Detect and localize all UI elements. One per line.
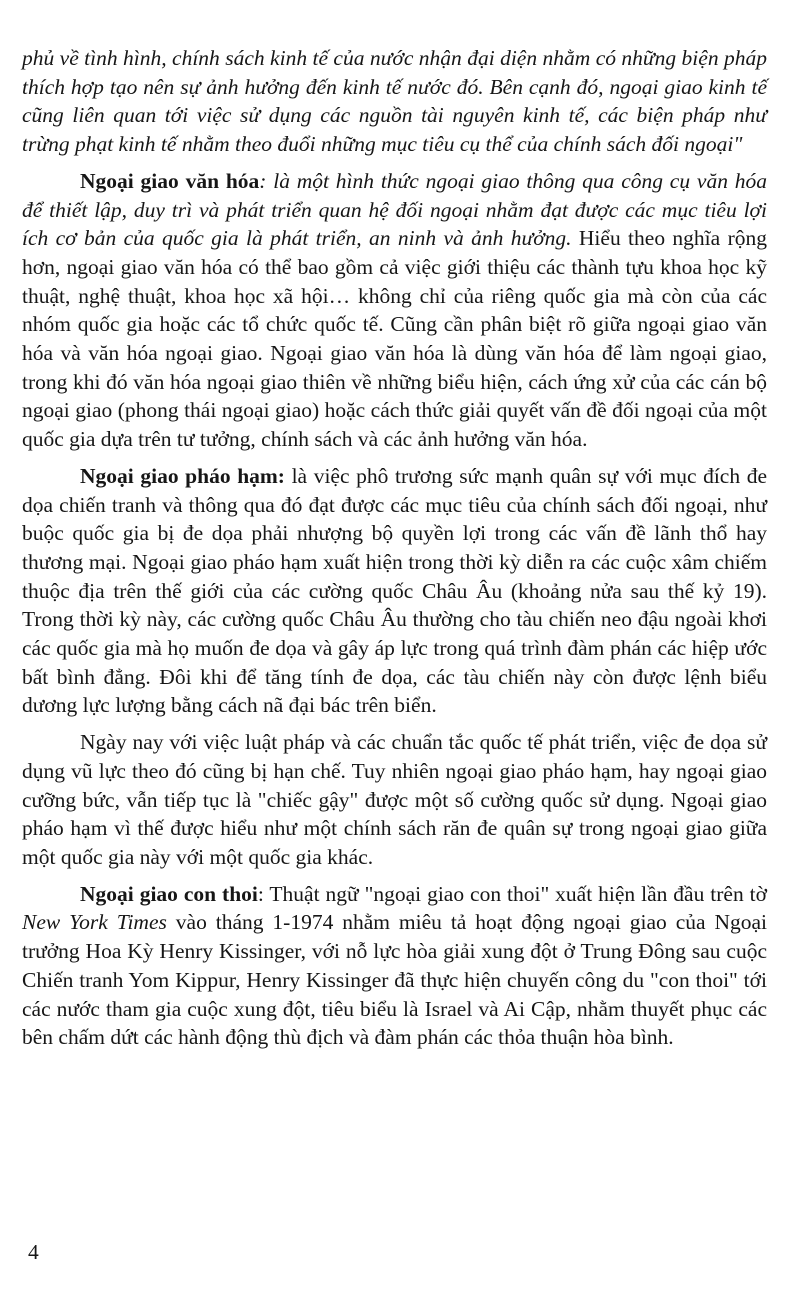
paragraph-gunboat-today: Ngày nay với việc luật pháp và các chuẩn tắc quốc tế phát triển, việc đe dọa sử dụng vũ lực theo đó cũng bị hạn chế. Tuy nhiên ngoại giao pháo hạm, hay ngoại giao cưỡng bức, vẫn tiếp tục là "chiếc gậy" được một số cường quốc sử dụng. Ngoại giao pháo hạm vì thế được hiểu như một chính sách răn đe quân sự trong ngoại giao giữa một quốc gia này với một quốc gia khác. [22,730,767,869]
paragraph-shuttle-diplomacy [22,880,767,1052]
body-shuttle-diplomacy-b: vào tháng 1-1974 nhằm miêu tả hoạt động ngoại giao của Ngoại trưởng Hoa Kỳ Henry Kissinger, với nỗ lực hòa giải xung đột ở Trung Đông sau cuộc Chiến tranh Yom Kippur, Henry Kissinger đã thực hiện chuyến công du "con thoi" tới các nước tham gia cuộc xung đột, tiêu biểu là Israel và Ai Cập, nhằm thuyết phục các bên chấm dứt các hành động thù địch và đàm phán các thỏa thuận hòa bình. [22,910,767,1050]
newspaper-name: New York Times [22,910,167,935]
page-number: 4 [28,1240,39,1264]
term-cultural-diplomacy: Ngoại giao văn hóa [80,168,260,193]
paragraph-economic-diplomacy-continued: phủ về tình hình, chính sách kinh tế của nước nhận đại diện nhằm có những biện pháp thích hợp tạo nên sự ảnh hưởng đến kinh tế nước đó. Bên cạnh đó, ngoại giao kinh tế cũng liên quan tới việc sử dụng các nguồn tài nguyên kinh tế, các biện pháp như trừng phạt kinh tế nhằm theo đuổi những mục tiêu cụ thể của chính sách đối ngoại" [22,46,767,157]
term-shuttle-diplomacy: Ngoại giao con thoi [80,881,258,906]
definition-cultural-diplomacy: : là một hình thức ngoại giao thông qua công cụ văn hóa để thiết lập, duy trì và phát triển quan hệ đối ngoại nhằm đạt được các mục tiêu lợi ích cơ bản của quốc gia là phát triển, an ninh và ảnh hưởng. [22,168,767,251]
paragraph-gunboat-diplomacy [22,462,767,720]
body-cultural-diplomacy: Hiểu theo nghĩa rộng hơn, ngoại giao văn hóa có thể bao gồm cả việc giới thiệu các thành tựu khoa học kỹ thuật, nghệ thuật, khoa học xã hội… không chỉ của riêng quốc gia mà còn của các nhóm quốc gia hoặc các tổ chức quốc tế. Cũng cần phân biệt rõ giữa ngoại giao văn hóa và văn hóa ngoại giao. Ngoại giao văn hóa là dùng văn hóa để làm ngoại giao, trong khi đó văn hóa ngoại giao thiên về những biểu hiện, cách ứng xử của các cán bộ ngoại giao (phong thái ngoại giao) hoặc cách thức giải quyết vấn đề đối ngoại của một quốc gia dựa trên tư tưởng, chính sách và các ảnh hưởng văn hóa. [22,226,767,452]
body-shuttle-diplomacy-a: : Thuật ngữ "ngoại giao con thoi" xuất hiện lần đầu trên tờ [257,881,767,906]
page-body [22,44,767,1060]
paragraph-cultural-diplomacy [22,167,767,454]
term-gunboat-diplomacy: Ngoại giao pháo hạm: [80,463,285,488]
body-gunboat-diplomacy: là việc phô trương sức mạnh quân sự với mục đích đe dọa chiến tranh và thông qua đó đạt được các mục tiêu của chính sách đối ngoại, như buộc quốc gia bị đe dọa phải nhượng bộ quyền lợi trong các vấn đề lãnh thổ hay thương mại. Ngoại giao pháo hạm xuất hiện trong thời kỳ diễn ra các cuộc xâm chiếm thuộc địa trên thế giới của các cường quốc Châu Âu (khoảng nửa sau thế kỷ 19). Trong thời kỳ này, các cường quốc Châu Âu thường cho tàu chiến neo đậu ngoài khơi các quốc gia mà họ muốn đe dọa và gây áp lực trong quá trình đàm phán các hiệp ước bất bình đẳng. Đôi khi để tăng tính đe dọa, các tàu chiến này còn được lệnh biểu dương lực lượng bằng cách nã đại bác trên biển. [22,463,767,718]
